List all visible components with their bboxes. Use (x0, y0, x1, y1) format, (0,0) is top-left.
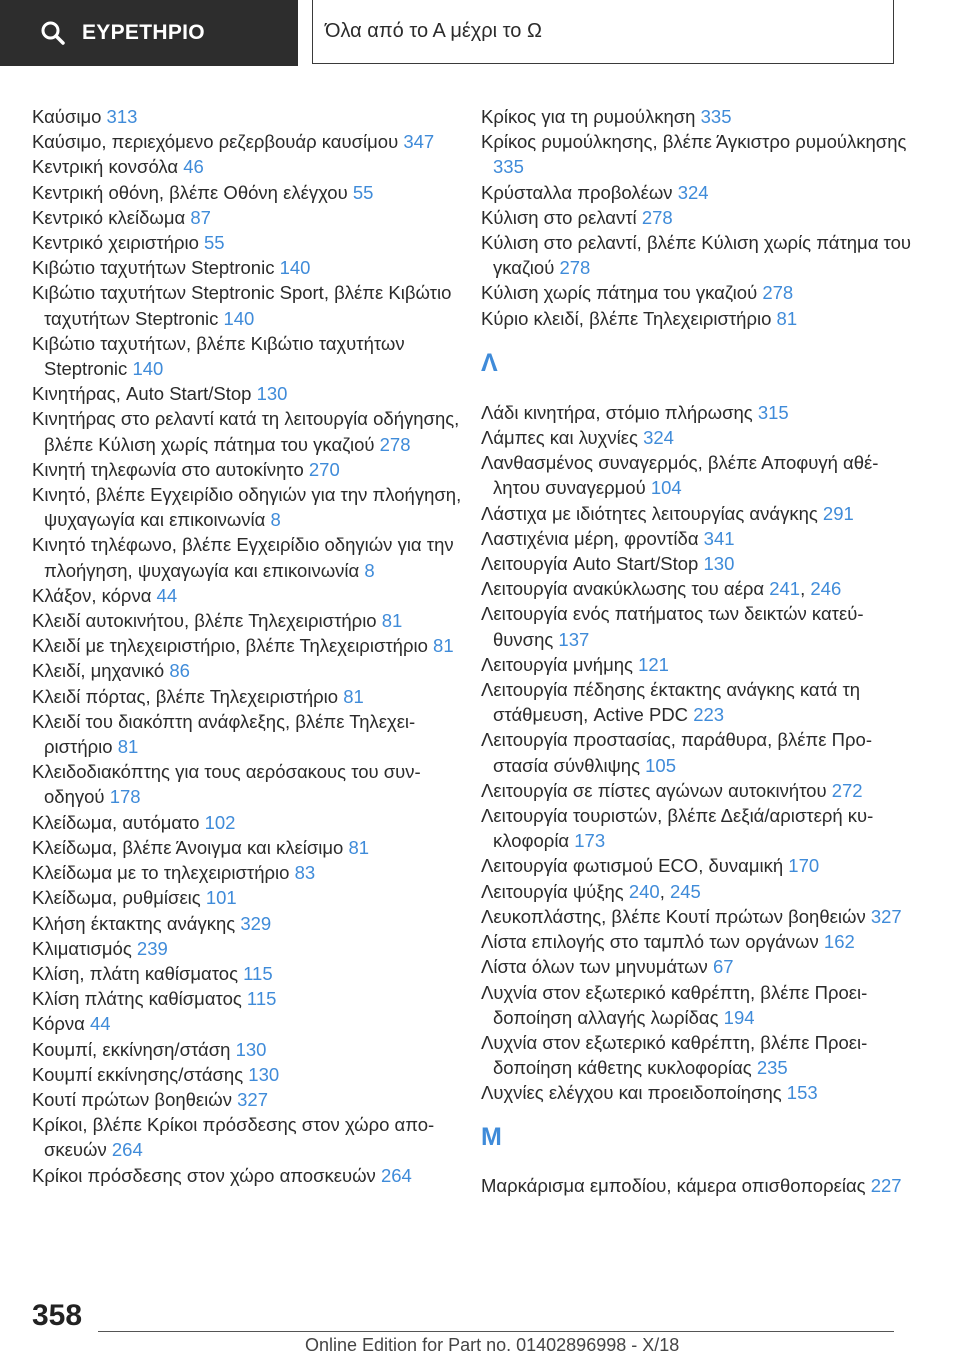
page-link[interactable]: 83 (294, 862, 316, 884)
index-entry-text: Κουμπί, εκκίνηση/στάση (32, 1038, 231, 1060)
index-entry (481, 1030, 911, 1080)
index-entry (32, 104, 462, 129)
index-entry-text: Λυχνίες ελέγχου και προειδοποίησης (481, 1082, 782, 1104)
page-link[interactable]: 81 (117, 736, 139, 758)
index-entry-text: Λάμπες και λυχνίες (481, 427, 638, 449)
page-link[interactable]: 140 (132, 358, 164, 380)
index-entry-text: Μαρκάρισμα εμποδίου, κάμερα οπισθοπορείας (481, 1174, 866, 1196)
index-entry (481, 501, 911, 526)
index-entry (32, 1011, 462, 1036)
page-link[interactable]: 278 (641, 206, 673, 228)
index-entry-text: Κιβώτιο ταχυτήτων, βλέπε Κιβώτιο ταχυτήτων Steptronic (32, 332, 405, 380)
page-link[interactable]: 245 (669, 880, 701, 902)
page-link[interactable]: 264 (111, 1139, 143, 1161)
page-link[interactable]: 313 (106, 106, 138, 127)
index-entry (481, 526, 911, 551)
index-entry (32, 381, 462, 406)
index-entry-text: Κινητήρας στο ρελαντί κατά τη λειτουργία οδήγησης, βλέπε Κύλιση χωρίς πάτημα του γκαζιού (32, 408, 460, 455)
index-entry-text: Καύσιμο (32, 106, 102, 127)
index-entry-text: Κλειδί με τηλεχειριστήριο, βλέπε Τηλεχειριστήριο (32, 635, 428, 657)
index-entry-text: Κρίκοι, βλέπε Κρίκοι πρόσδεσης στον χώρο αποσκευών (32, 1114, 435, 1161)
index-tab-label: ΕΥΡΕΤΗΡΙΟ (82, 21, 205, 44)
page-link[interactable]: 86 (169, 660, 190, 682)
page-link[interactable]: 105 (645, 754, 677, 776)
page-link[interactable]: 104 (650, 477, 682, 499)
index-entry (481, 230, 911, 280)
entry-list-k-continued (481, 104, 911, 331)
entry-list-l (481, 400, 911, 1106)
index-entry-text: Λίστα επιλογής στο ταμπλό των οργάνων (481, 931, 819, 953)
page-link[interactable]: 347 (403, 131, 435, 153)
page-link[interactable]: 291 (822, 502, 854, 524)
index-entry (32, 583, 462, 608)
index-entry-text: Κινητό, βλέπε Εγχειρίδιο οδηγιών για την πλοήγηση, ψυχαγωγία και επικοινωνία (32, 484, 462, 531)
section-letter-mu: Μ (481, 1122, 502, 1151)
page-link[interactable]: 55 (204, 232, 225, 254)
page-link[interactable]: 324 (643, 427, 674, 449)
index-entry (481, 652, 911, 677)
page-link[interactable]: 194 (723, 1006, 755, 1028)
index-entry-text: Κλήση έκτακτης ανάγκης (32, 912, 236, 934)
index-entry (32, 230, 462, 255)
index-entry (32, 936, 462, 961)
index-entry-text: Λάστιχα με ιδιότητες λειτουργίας ανάγκης (481, 502, 818, 524)
page-link[interactable]: 55 (352, 181, 374, 203)
index-entry-text: Κρίκοι πρόσδεσης στον χώρο αποσκευών (32, 1164, 376, 1186)
index-entry-text: Λειτουργία φωτισμού ECO, δυναμική (481, 855, 784, 877)
index-entry-text: Κλείδωμα, ρυθμίσεις (32, 887, 201, 909)
search-icon (40, 20, 66, 46)
index-entry (481, 601, 911, 651)
index-entry (481, 929, 911, 954)
index-entry (481, 954, 911, 979)
page-link[interactable]: 341 (703, 527, 735, 549)
index-entry-text: Λειτουργία Auto Start/Stop (481, 553, 699, 575)
index-entry-text: Κεντρική κονσόλα (32, 156, 179, 178)
index-entry (32, 482, 462, 532)
page-link[interactable]: 329 (240, 912, 272, 934)
page-link[interactable]: 130 (703, 553, 735, 575)
index-entry-text: Κινητό τηλέφωνο, βλέπε Εγχειρίδιο οδηγιών για την πλοήγηση, ψυχαγωγία και επικοινωνία (32, 534, 454, 581)
page-link[interactable]: 44 (90, 1013, 111, 1035)
index-entry (32, 129, 462, 154)
header-tabs (0, 0, 960, 66)
page-separator: , (659, 880, 665, 902)
index-entry (32, 331, 462, 381)
index-entry-text: Κλείδωμα, αυτόματο (32, 811, 200, 833)
index-entry (32, 1037, 462, 1062)
entry-list-m (481, 1173, 911, 1198)
index-entry (481, 400, 911, 425)
index-entry (481, 576, 911, 601)
page-link[interactable]: 115 (243, 962, 273, 984)
page-link[interactable]: 153 (786, 1082, 818, 1104)
index-entry (32, 986, 462, 1011)
index-entry-text: Λίστα όλων των μηνυμάτων (481, 956, 708, 978)
index-entry-text: Λειτουργία ψύξης (481, 880, 624, 902)
entry-list-k (32, 104, 462, 1188)
index-entry (32, 457, 462, 482)
page-link[interactable]: 81 (776, 307, 798, 329)
index-entry (481, 803, 911, 853)
index-entry-text: Λειτουργία τουριστών, βλέπε Δεξιά/αριστερή κυκλοφορία (481, 805, 874, 852)
page-link[interactable]: 115 (246, 988, 277, 1010)
index-entry (481, 879, 911, 904)
index-entry-text: Λειτουργία μνήμης (481, 653, 633, 675)
page-link[interactable]: 130 (248, 1063, 280, 1085)
index-entry-text: Κλειδί αυτοκινήτου, βλέπε Τηλεχειριστήριο (32, 610, 377, 632)
page-link[interactable]: 278 (762, 282, 794, 304)
page-link[interactable]: 264 (380, 1164, 412, 1186)
section-letter-lambda: Λ (481, 348, 498, 377)
index-entry-text: Κλειδί του διακόπτη ανάφλεξης, βλέπε Τηλεχειριστήριο (32, 710, 416, 758)
page-link[interactable]: 137 (558, 628, 590, 650)
a-to-z-tab[interactable] (312, 0, 894, 64)
page-link[interactable]: 140 (223, 307, 255, 329)
index-entry-text: Λανθασμένος συναγερμός, βλέπε Αποφυγή αθέλητου συναγερμού (481, 452, 879, 499)
page-link[interactable]: 67 (712, 956, 734, 978)
page-link[interactable]: 8 (270, 509, 281, 531)
index-entry-text: Κεντρική οθόνη, βλέπε Οθόνη ελέγχου (32, 181, 348, 203)
a-to-z-tab-label: Όλα από το Α μέχρι το Ω (325, 20, 542, 42)
index-entry (32, 759, 462, 809)
index-entry (481, 1080, 911, 1105)
index-entry (481, 205, 911, 230)
index-entry-text: Κύλιση χωρίς πάτημα του γκαζιού (481, 282, 758, 304)
page-link[interactable]: 162 (823, 931, 855, 953)
page-link[interactable]: 130 (235, 1038, 267, 1060)
index-entry-text: Κλείδωμα με το τηλεχειριστήριο (32, 862, 290, 884)
index-entry-text: Λυχνία στον εξωτερικό καθρέπτη, βλέπε Προειδοποίηση αλλαγής λωρίδας (481, 981, 868, 1028)
index-entry-text: Κιβώτιο ταχυτήτων Steptronic Sport, βλέπε Κιβώτιο ταχυτήτων Steptronic (32, 282, 452, 329)
page-link[interactable]: 324 (677, 181, 709, 203)
index-entry-text: Λειτουργία προστασίας, παράθυρα, βλέπε Προστασία σύνθλιψης (481, 729, 872, 776)
page-link[interactable]: 101 (205, 887, 237, 909)
index-entry (481, 727, 911, 777)
index-entry-text: Κλειδί πόρτας, βλέπε Τηλεχειριστήριο (32, 685, 339, 707)
index-entry-text: Κλειδί, μηχανικό (32, 660, 165, 682)
index-entry-text: Λαστιχένια μέρη, φροντίδα (481, 527, 699, 549)
index-entry (32, 1062, 462, 1087)
index-entry-text: Κλίση πλάτης καθίσματος (32, 988, 242, 1010)
index-entry (481, 551, 911, 576)
index-entry (481, 677, 911, 727)
index-entry (32, 961, 462, 986)
index-entry (32, 684, 462, 709)
page-link[interactable]: 240 (628, 880, 660, 902)
page-link[interactable]: 140 (279, 257, 311, 279)
index-entry (32, 255, 462, 280)
page-link[interactable]: 121 (638, 653, 669, 675)
index-tab[interactable] (0, 0, 298, 66)
index-entry (481, 306, 911, 331)
index-entry-text: Λυχνία στον εξωτερικό καθρέπτη, βλέπε Προειδοποίηση κάθετης κυκλοφορίας (481, 1031, 868, 1079)
page-link[interactable]: 335 (700, 106, 732, 127)
page-link[interactable]: 87 (190, 206, 211, 228)
index-entry (481, 853, 911, 878)
index-entry-text: Κλιματισμός (32, 937, 132, 959)
index-entry-text: Λευκοπλάστης, βλέπε Κουτί πρώτων βοηθειών (481, 905, 866, 927)
page-link[interactable]: 327 (870, 905, 902, 927)
index-entry (481, 778, 911, 803)
page-link[interactable]: 270 (308, 458, 340, 480)
page-link[interactable]: 272 (831, 779, 863, 801)
index-entry (32, 205, 462, 230)
index-entry-text: Κλειδοδιακόπτης για τους αερόσακους του συνοδηγού (32, 761, 421, 808)
index-entry (481, 904, 911, 929)
index-entry (32, 911, 462, 936)
index-entry (32, 860, 462, 885)
index-entry-text: Κουτί πρώτων βοηθειών (32, 1088, 232, 1110)
index-entry-text: Λάδι κινητήρα, στόμιο πλήρωσης (481, 401, 753, 423)
page-number: 358 (32, 1299, 83, 1332)
index-entry (32, 633, 462, 658)
page-separator: , (800, 578, 806, 600)
index-entry (32, 532, 462, 582)
index-entry (32, 1112, 462, 1162)
page-link[interactable]: 241 (769, 578, 801, 600)
index-entry (481, 104, 911, 129)
index-entry (32, 180, 462, 205)
index-entry-text: Κινητήρας, Auto Start/Stop (32, 383, 252, 405)
index-entry (32, 709, 462, 759)
page-link[interactable]: 130 (256, 383, 288, 405)
index-entry-text: Λειτουργία ανακύκλωσης του αέρα (481, 578, 765, 600)
index-entry-text: Κλείδωμα, βλέπε Άνοιγμα και κλείσιμο (32, 836, 344, 858)
page-link[interactable]: 173 (574, 830, 606, 852)
page-link[interactable]: 278 (379, 433, 411, 455)
index-entry-text: Κεντρικό χειριστήριο (32, 232, 199, 254)
index-entry (481, 180, 911, 205)
page-link[interactable]: 178 (109, 786, 141, 808)
page-link[interactable]: 44 (156, 584, 178, 606)
index-entry (481, 425, 911, 450)
footer-divider (98, 1331, 894, 1332)
index-entry (32, 1087, 462, 1112)
page-link[interactable]: 170 (788, 855, 820, 877)
index-entry (481, 280, 911, 305)
index-entry-text: Κρίκος ρυμούλκησης, βλέπε Άγκιστρο ρυμούλκησης (481, 131, 907, 153)
index-entry (481, 980, 911, 1030)
footer-edition: Online Edition for Part no. 01402896998 - X/18 (305, 1335, 680, 1355)
index-entry-text: Κρύσταλλα προβολέων (481, 181, 673, 203)
index-entry-text: Κύλιση στο ρελαντί, βλέπε Κύλιση χωρίς πάτημα του γκαζιού (481, 232, 911, 279)
page-link[interactable]: 235 (756, 1057, 788, 1079)
page-link[interactable]: 81 (348, 836, 370, 858)
page-link[interactable]: 8 (364, 559, 375, 581)
index-entry (32, 154, 462, 179)
index-entry (32, 810, 462, 835)
index-column-right (481, 104, 911, 1198)
index-entry (32, 280, 462, 330)
index-entry-text: Κύλιση στο ρελαντί (481, 206, 637, 228)
index-entry-text: Κόρνα (32, 1013, 85, 1035)
index-entry (32, 1163, 462, 1188)
index-entry (481, 129, 911, 179)
page-link[interactable]: 223 (693, 704, 725, 726)
page-link[interactable]: 278 (559, 257, 591, 279)
page-link[interactable]: 227 (870, 1174, 902, 1196)
index-entry-text: Λειτουργία ενός πατήματος των δεικτών κατεύθυνσης (481, 603, 864, 650)
page-link[interactable]: 102 (204, 811, 236, 833)
page-link[interactable]: 327 (237, 1088, 269, 1110)
index-entry-text: Λειτουργία πέδησης έκτακτης ανάγκης κατά τη στάθμευση, Active PDC (481, 679, 861, 726)
index-entry-text: Κλάξον, κόρνα (32, 584, 152, 606)
index-entry-text: Κύριο κλειδί, βλέπε Τηλεχειριστήριο (481, 307, 772, 329)
index-entry (481, 450, 911, 500)
index-entry-text: Κινητή τηλεφωνία στο αυτοκίνητο (32, 458, 304, 480)
index-entry (32, 885, 462, 910)
page-link[interactable]: 335 (493, 156, 524, 178)
page-link[interactable]: 81 (433, 635, 454, 657)
page-link[interactable]: 81 (343, 685, 364, 707)
page-link[interactable]: 239 (136, 937, 168, 959)
index-entry-text: Καύσιμο, περιεχόμενο ρεζερβουάρ καυσίμου (32, 131, 399, 153)
index-entry (32, 608, 462, 633)
page-link[interactable]: 46 (183, 156, 204, 178)
index-entry (32, 658, 462, 683)
page-link[interactable]: 315 (757, 401, 789, 423)
index-entry-text: Κεντρικό κλείδωμα (32, 206, 186, 228)
index-entry-text: Κουμπί εκκίνησης/στάσης (32, 1063, 244, 1085)
index-entry (32, 406, 462, 456)
index-entry (32, 835, 462, 860)
index-entry (481, 1173, 911, 1198)
index-entry-text: Κρίκος για τη ρυμούλκηση (481, 106, 696, 127)
page-link[interactable]: 81 (381, 610, 403, 632)
index-entry-text: Κιβώτιο ταχυτήτων Steptronic (32, 257, 275, 279)
index-column-left (32, 104, 462, 1188)
index-entry-text: Λειτουργία σε πίστες αγώνων αυτοκινήτου (481, 779, 827, 801)
index-entry-text: Κλίση, πλάτη καθίσματος (32, 962, 238, 984)
page-link[interactable]: 246 (810, 578, 842, 600)
